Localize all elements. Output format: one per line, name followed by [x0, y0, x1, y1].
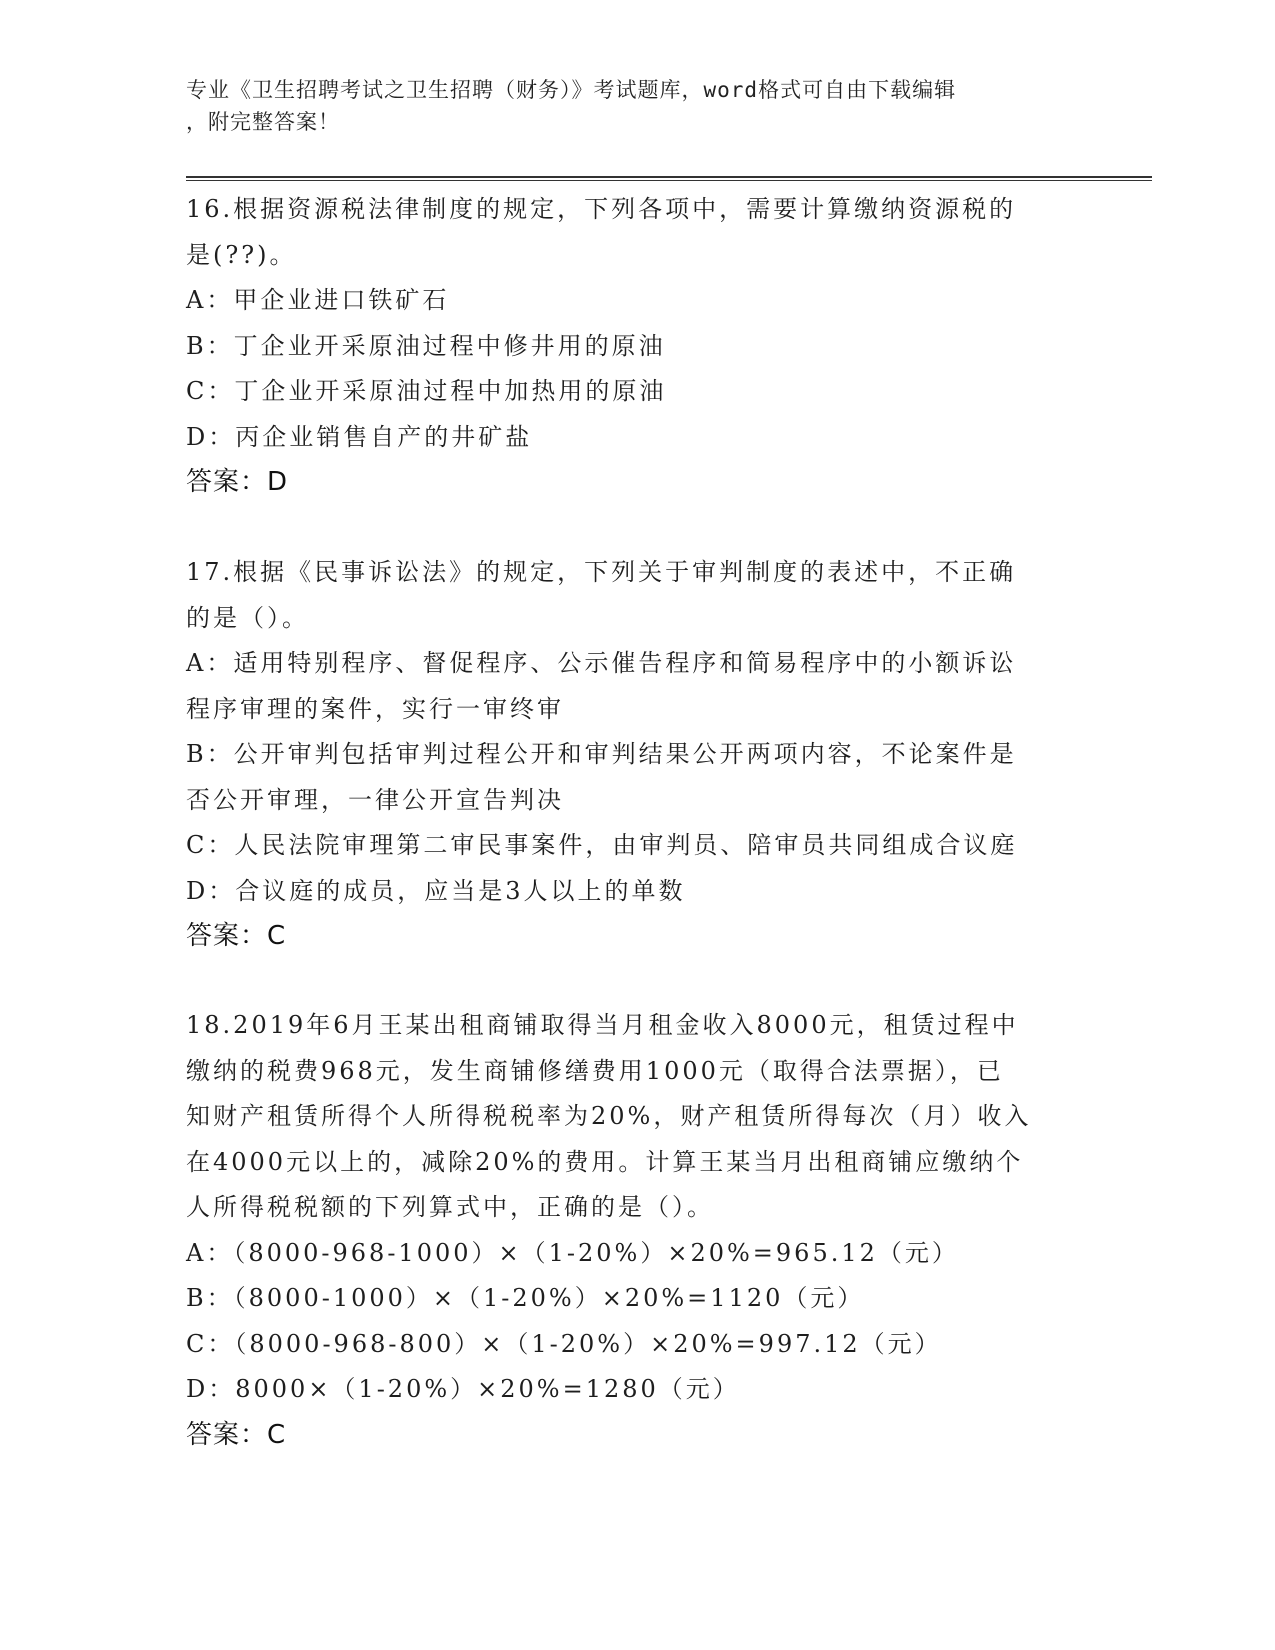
question-stem-line: 知财产租赁所得个人所得税税率为20%，财产租赁所得每次（月）收入: [186, 1102, 1032, 1130]
option-b: B：公开审判包括审判过程公开和审判结果公开两项内容，不论案件是: [186, 740, 1017, 768]
question-18: [186, 1003, 1066, 1458]
question-stem-line: 人所得税税额的下列算式中，正确的是（）。: [186, 1193, 714, 1221]
option-c: C：丁企业开采原油过程中加热用的原油: [186, 377, 667, 405]
question-16: [186, 187, 1066, 506]
option-d: D：合议庭的成员，应当是3人以上的单数: [186, 876, 686, 905]
header-divider: [186, 176, 1152, 181]
question-stem-line: 在4000元以上的，减除20%的费用。计算王某当月出租商铺应缴纳个: [186, 1147, 1024, 1176]
question-stem-line: 的是（）。: [186, 603, 309, 632]
option-a: A：适用特别程序、督促程序、公示催告程序和简易程序中的小额诉讼: [186, 649, 1017, 677]
option-b: B：（8000-1000）×（1-20%）×20%=1120（元）: [186, 1284, 865, 1312]
question-stem-line: 是(??)。: [186, 240, 297, 269]
question-stem-line: 18.2019年6月王某出租商铺取得当月租金收入8000元，租赁过程中: [186, 1011, 1019, 1039]
option-c: C：人民法院审理第二审民事案件，由审判员、陪审员共同组成合议庭: [186, 831, 1018, 859]
option-d: D：8000×（1-20%）×20%=1280（元）: [186, 1375, 740, 1403]
answer-line: 答案：D: [186, 467, 289, 497]
document-header: [186, 74, 1066, 138]
answer-line: 答案：C: [186, 921, 287, 951]
question-stem-line: 16.根据资源税法律制度的规定，下列各项中，需要计算缴纳资源税的: [186, 195, 1017, 223]
option-b: B：丁企业开采原油过程中修井用的原油: [186, 331, 666, 360]
question-stem-line: 缴纳的税费968元，发生商铺修缮费用1000元（取得合法票据），已: [186, 1056, 1004, 1085]
answer-line: 答案：C: [186, 1419, 287, 1450]
option-b-continued: 否公开审理，一律公开宣告判决: [186, 785, 564, 814]
option-a-continued: 程序审理的案件，实行一审终审: [186, 694, 564, 723]
option-a: A：甲企业进口铁矿石: [186, 286, 450, 314]
header-line: 专业《卫生招聘考试之卫生招聘（财务）》考试题库，word格式可自由下载编辑: [186, 78, 957, 102]
question-stem-line: 17.根据《民事诉讼法》的规定，下列关于审判制度的表述中，不正确: [186, 558, 1017, 586]
header-line: ，附完整答案！: [186, 110, 340, 134]
option-a: A：（8000-968-1000）×（1-20%）×20%=965.12（元）: [186, 1238, 959, 1267]
option-d: D：丙企业销售自产的井矿盐: [186, 422, 533, 451]
question-17: [186, 550, 1066, 960]
option-c: C：（8000-968-800）×（1-20%）×20%=997.12（元）: [186, 1329, 942, 1358]
